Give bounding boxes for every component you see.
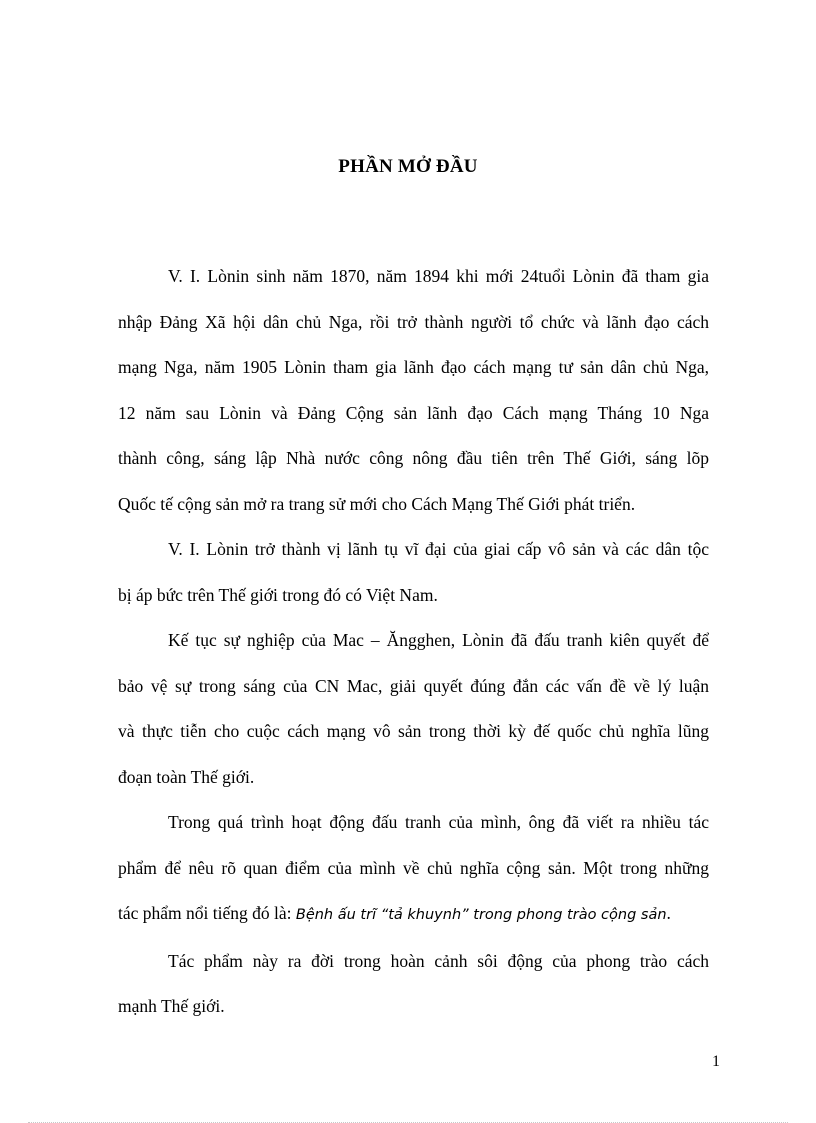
text-line: thành công, sáng lập Nhà nước công nông đầu tiên trên Thế Giới, sáng lõp [118, 448, 709, 468]
text-line: đoạn toàn Thế giới. [118, 766, 255, 787]
text-line: Tác phẩm này ra đời trong hoàn cảnh sôi động của phong trào cách [168, 950, 709, 971]
text-line: V. I. Lònin sinh năm 1870, năm 1894 khi mới 24tuổi Lònin đã tham gia [168, 266, 709, 286]
text-line: bảo vệ sự trong sáng của CN Mac, giải quyết đúng đắn các vấn đề về lý luận [118, 675, 709, 696]
text-line: Quốc tế cộng sản mở ra trang sử mới cho Cách Mạng Thế Giới phát triển. [118, 493, 636, 514]
page-number: 1 [712, 1053, 720, 1070]
paragraph-3 [118, 618, 709, 800]
text-line: 12 năm sau Lònin và Đảng Cộng sản lãnh đạo Cách mạng Tháng 10 Nga [118, 402, 709, 423]
text-line: nhập Đảng Xã hội dân chủ Nga, rồi trở thành người tổ chức và lãnh đạo cách [118, 311, 709, 332]
text-line: và thực tiễn cho cuộc cách mạng vô sản trong thời kỳ đế quốc chủ nghĩa lũng [118, 721, 709, 741]
paragraph-2 [118, 527, 709, 618]
work-title: Bệnh ấu trĩ “tả khuynh” trong phong trào cộng sản [295, 907, 667, 923]
document-title: PHẦN MỞ ĐẦU [338, 156, 478, 177]
text-line: Kế tục sự nghiệp của Mac – Ăngghen, Lònin đã đấu tranh kiên quyết để [168, 630, 709, 650]
paragraph-1 [118, 254, 709, 527]
text-line: mạnh Thế giới. [118, 996, 225, 1016]
paragraph-4 [118, 800, 709, 939]
text-line: V. I. Lònin trở thành vị lãnh tụ vĩ đại của giai cấp vô sản và các dân tộc [168, 539, 709, 559]
text-line: bị áp bức trên Thế giới trong đó có Việt Nam. [118, 584, 438, 605]
text-line-suffix: . [666, 903, 671, 923]
text-line [118, 891, 709, 939]
document-body [118, 254, 709, 1030]
text-line: Trong quá trình hoạt động đấu tranh của mình, ông đã viết ra nhiều tác [168, 812, 709, 832]
text-line-prefix: tác phẩm nổi tiếng đó là: [118, 903, 296, 923]
text-line: phẩm để nêu rõ quan điểm của mình về chủ nghĩa cộng sản. Một trong những [118, 857, 709, 878]
text-line: mạng Nga, năm 1905 Lònin tham gia lãnh đạo cách mạng tư sản dân chủ Nga, [118, 357, 709, 377]
paragraph-5 [118, 939, 709, 1030]
